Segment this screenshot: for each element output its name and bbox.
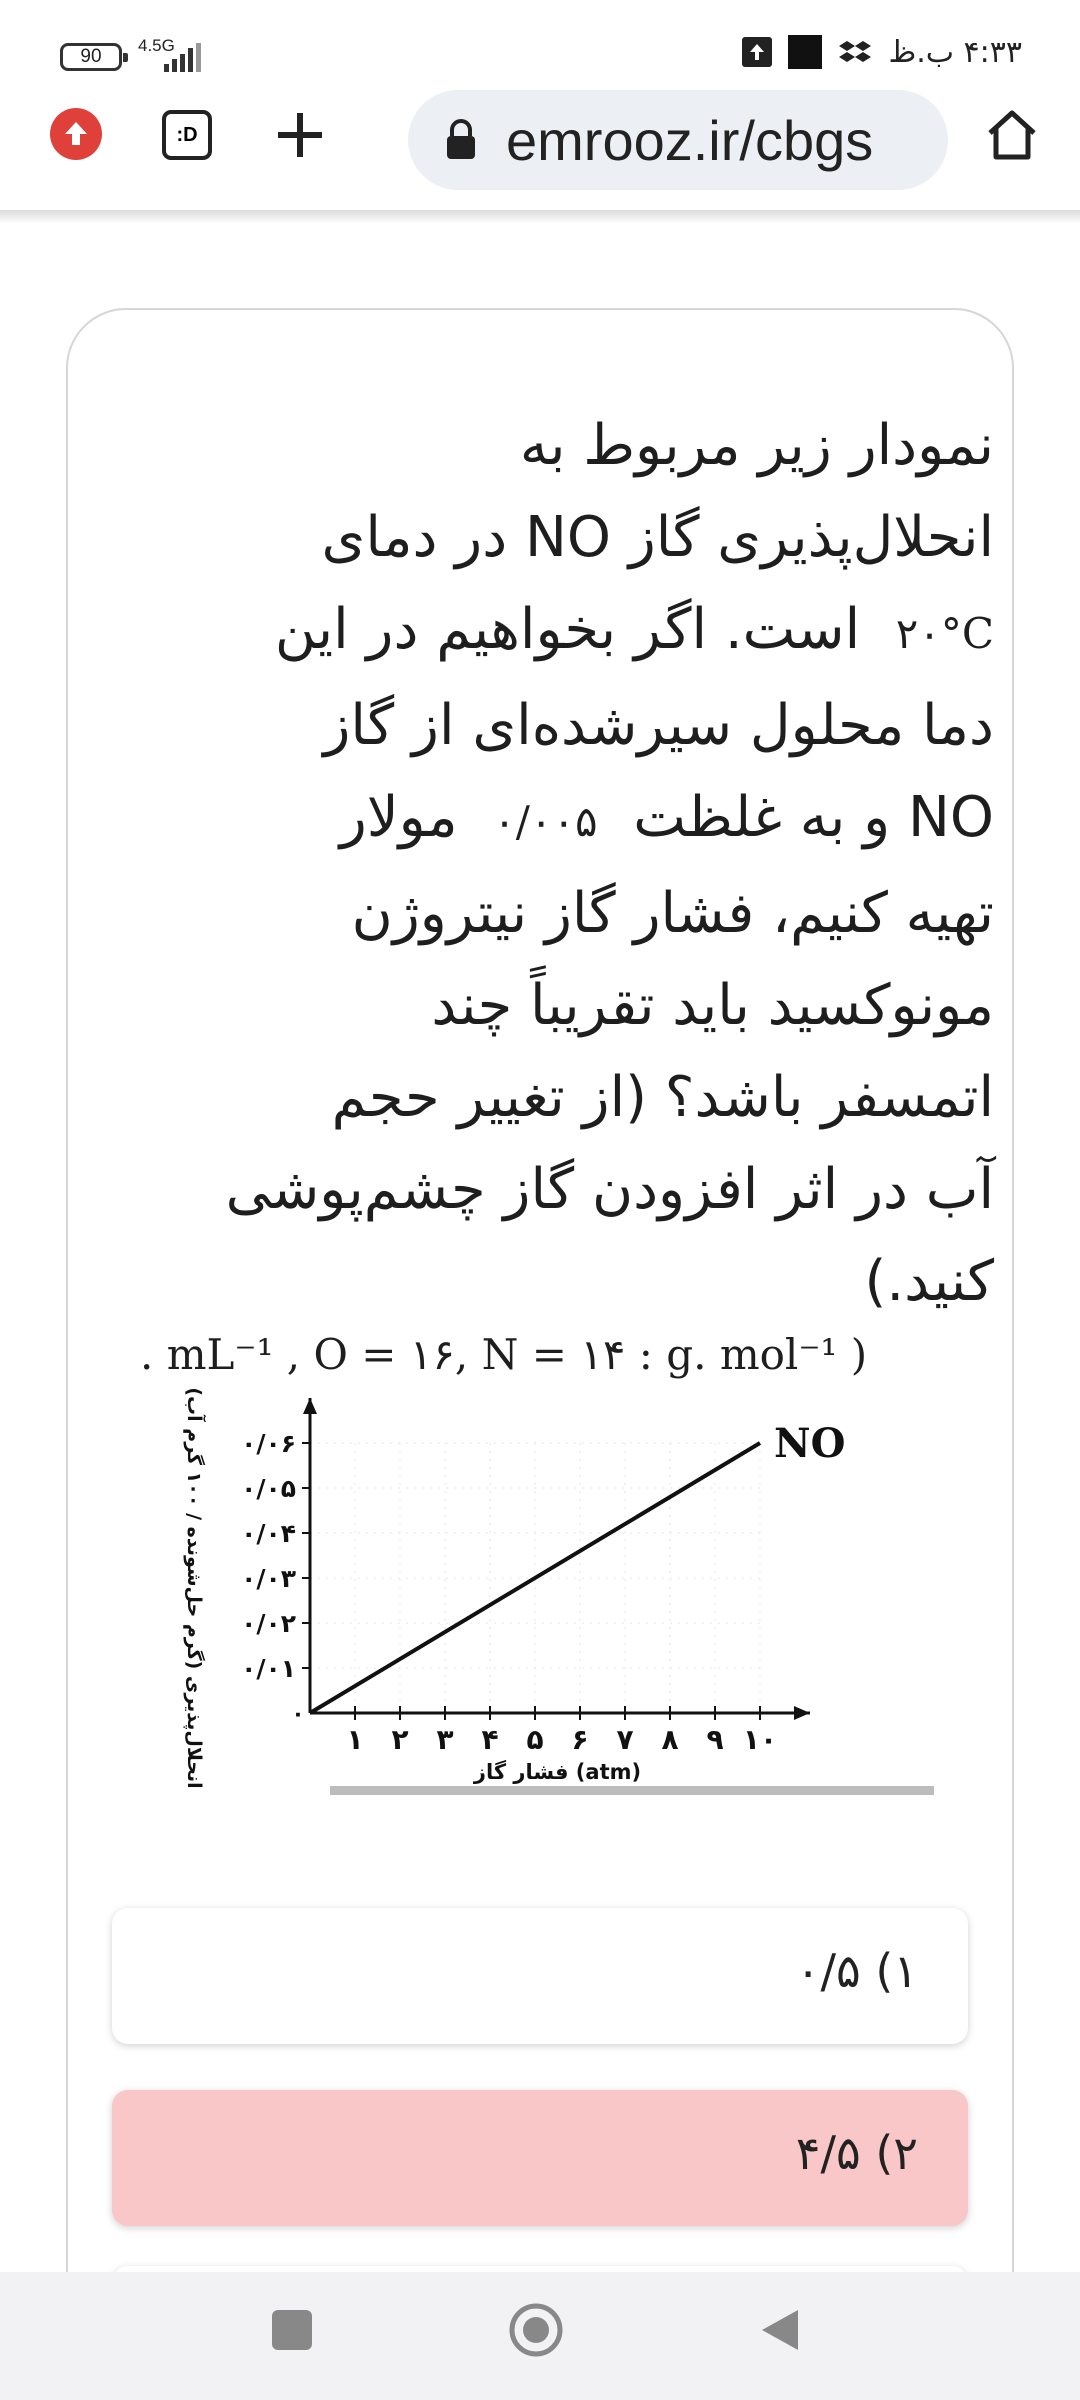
home-icon[interactable]: [982, 105, 1042, 165]
y-tick-label: ۰/۰۵: [241, 1474, 296, 1503]
question-line: تهیه کنیم، فشار گاز نیتروژن: [351, 881, 994, 946]
constants-hint: . mL⁻¹ , O = ۱۶, N = ۱۴ : g. mol⁻¹ ): [140, 1330, 868, 1379]
temperature: ۲۰°C: [895, 609, 994, 658]
app-notification-icon: [788, 35, 822, 69]
url-text[interactable]: emrooz.ir/cbgs: [506, 109, 874, 172]
dropbox-icon: [838, 35, 872, 69]
solubility-chart: [160, 1387, 846, 1800]
x-axis-label: فشار گاز (atm): [473, 1760, 642, 1784]
home-nav-icon[interactable]: [508, 2302, 564, 2358]
x-tick-label: ۰: [291, 1702, 305, 1727]
network-type: 4.5G: [138, 36, 175, 55]
question-line: انحلال‌پذیری گاز NO در دمای: [321, 505, 994, 570]
question-line: اتمسفر باشد؟ (از تغییر حجم: [331, 1065, 994, 1130]
x-axis-arrow: [794, 1706, 810, 1720]
battery-icon: [60, 43, 122, 71]
x-tick-label: ۱۰: [742, 1723, 778, 1756]
back-icon[interactable]: [756, 2306, 802, 2354]
x-tick-label: ۹: [706, 1723, 724, 1756]
x-tick-label: ۳: [436, 1723, 454, 1756]
status-bar: [0, 0, 1080, 90]
series-label: NO: [774, 1420, 846, 1467]
toolbar-shadow: [0, 210, 1080, 224]
y-tick-label: ۰/۰۳: [241, 1564, 296, 1593]
x-tick-label: ۷: [616, 1723, 634, 1756]
y-tick-label: ۰/۰۲: [241, 1609, 296, 1638]
y-tick-label: ۰/۰۱: [241, 1654, 296, 1683]
concentration: ۰/۰۰۵: [493, 797, 598, 846]
x-tick-label: ۱: [346, 1723, 364, 1756]
address-bar[interactable]: [408, 90, 948, 190]
x-tick-label: ۸: [661, 1723, 679, 1756]
chart-lines: [310, 1420, 845, 1713]
y-axis-arrow: [303, 1398, 317, 1414]
lock-icon: [444, 118, 478, 162]
question-line: دما محلول سیرشده‌ای از گاز: [323, 693, 994, 758]
upload-notification-icon: [742, 37, 772, 67]
option-label: ۲) ۴/۵: [795, 2126, 918, 2180]
battery-level: 90: [80, 46, 102, 67]
question-line: مونوکسید باید تقریباً چند: [431, 973, 994, 1038]
question-line: آب در اثر افزودن گاز چشم‌پوشی: [225, 1157, 994, 1222]
y-tick-label: ۰/۰۴: [241, 1519, 296, 1548]
x-tick-label: ۵: [526, 1723, 544, 1756]
question-line: NO و به غلظت ۰/۰۰۵ مولار: [339, 785, 994, 850]
question-text: [134, 400, 994, 1328]
update-arrow-icon[interactable]: [50, 108, 102, 160]
tab-switcher-icon[interactable]: :D: [162, 110, 212, 160]
chart-svg: [160, 1387, 846, 1800]
option-label: ۱) ۰/۵: [795, 1944, 918, 1998]
answer-option-1[interactable]: [112, 1908, 968, 2044]
recents-icon[interactable]: [272, 2310, 312, 2350]
y-axis-label: انحلال‌پذیری (گرم حل‌شونده / ۱۰۰ گرم آب): [183, 1387, 205, 1789]
x-tick-label: ۲: [391, 1723, 409, 1756]
y-tick-label: ۰/۰۶: [241, 1429, 296, 1458]
question-line: ۲۰°C است. اگر بخواهیم در این: [274, 597, 994, 662]
question-line: کنید.): [864, 1249, 994, 1314]
x-tick-label: ۴: [481, 1723, 499, 1756]
answer-option-2[interactable]: [112, 2090, 968, 2226]
question-line: نمودار زیر مربوط به: [519, 413, 994, 478]
x-tick-label: ۶: [571, 1723, 589, 1756]
signal-icon: [162, 42, 212, 74]
chart-ticks: [183, 1387, 777, 1788]
image-scroll-bar[interactable]: [330, 1786, 934, 1795]
plus-icon[interactable]: [270, 105, 330, 165]
clock: ۴:۳۳ ب.ظ: [888, 34, 1022, 70]
